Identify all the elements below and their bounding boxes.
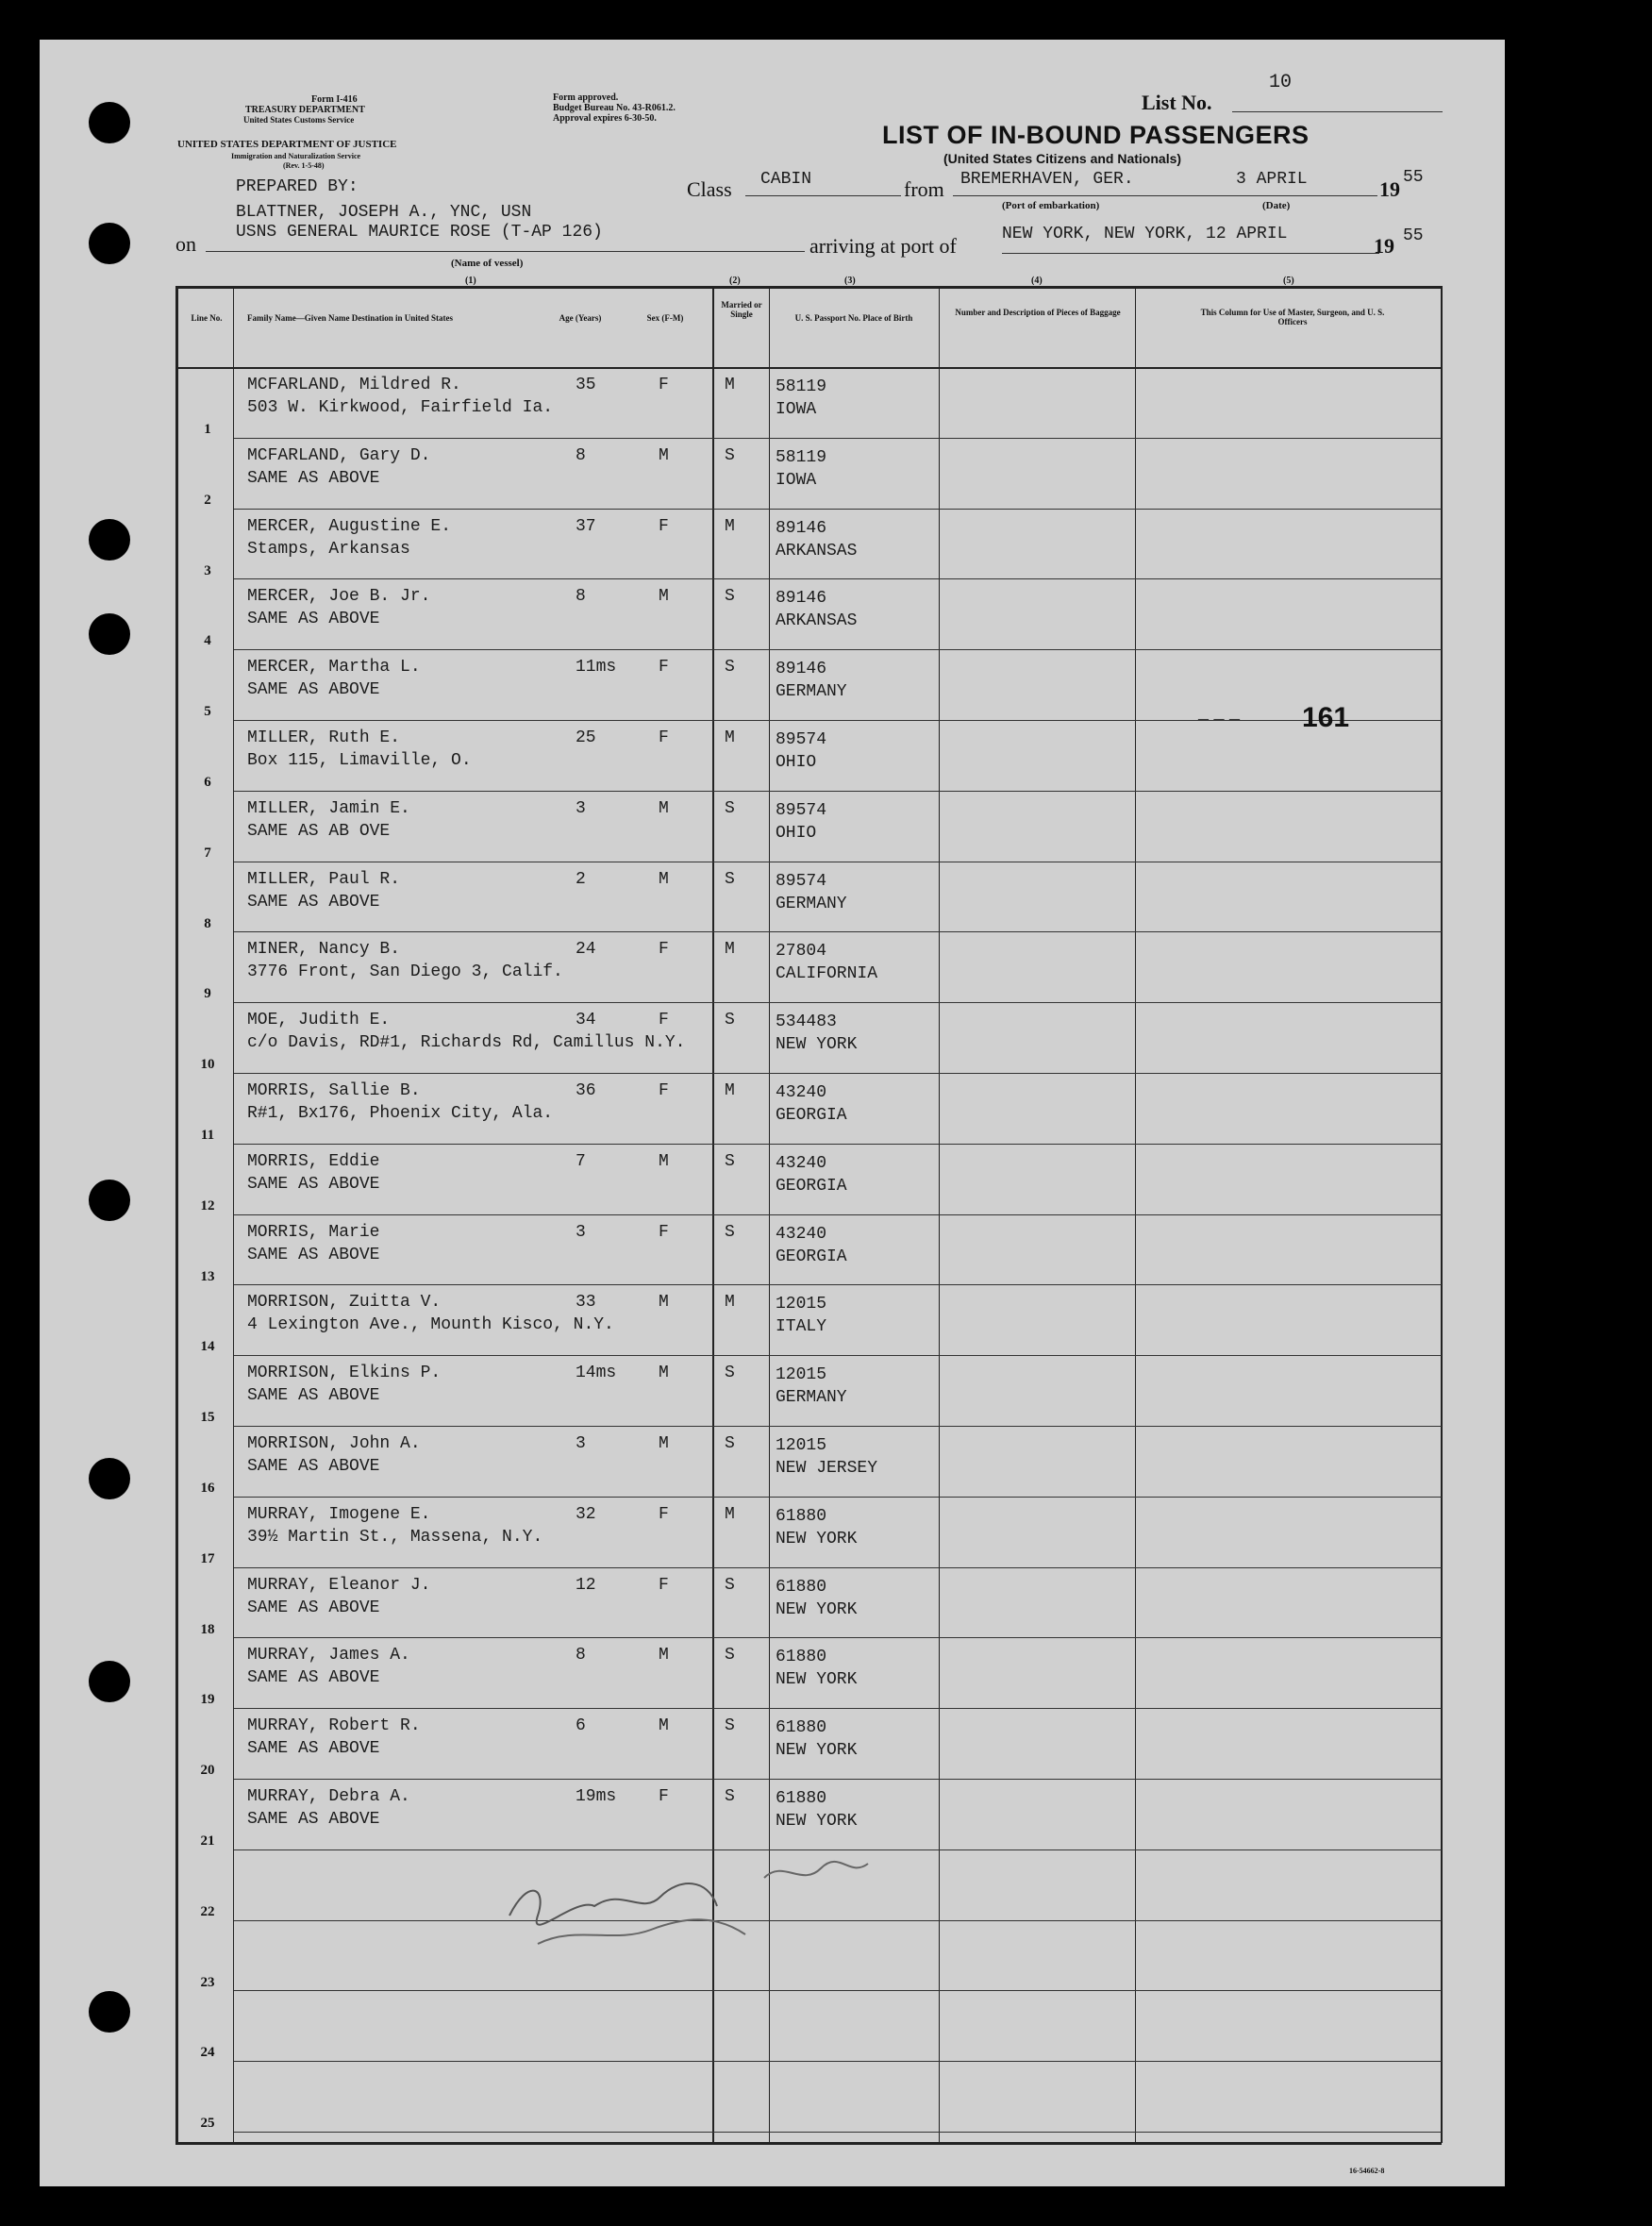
passport-number: 61880 bbox=[776, 1789, 827, 1808]
rev-date: (Rev. 1-5-48) bbox=[283, 161, 325, 170]
col-header-sex: Sex (F-M) bbox=[646, 313, 684, 323]
sex: F bbox=[659, 728, 669, 747]
date-caption: (Date) bbox=[1262, 200, 1291, 211]
marital-status: S bbox=[725, 1646, 735, 1665]
vessel-name: USNS GENERAL MAURICE ROSE (T-AP 126) bbox=[236, 223, 603, 242]
line-number: 24 bbox=[200, 2045, 215, 2061]
marital-status: M bbox=[725, 1293, 735, 1313]
marital-status: M bbox=[725, 728, 735, 747]
signature-image bbox=[500, 1849, 896, 1963]
destination: SAME AS ABOVE bbox=[247, 1810, 380, 1829]
place-of-birth: GERMANY bbox=[776, 894, 847, 913]
from-date: 3 APRIL bbox=[1236, 170, 1308, 189]
sex: F bbox=[659, 1504, 669, 1524]
passenger-name: MINER, Nancy B. bbox=[247, 940, 401, 960]
passenger-name: MERCER, Augustine E. bbox=[247, 516, 452, 536]
marital-status: S bbox=[725, 1434, 735, 1453]
form-title: LIST OF IN-BOUND PASSENGERS bbox=[882, 121, 1310, 149]
sex: M bbox=[659, 798, 669, 818]
place-of-birth: ITALY bbox=[776, 1317, 827, 1337]
place-of-birth: NEW YORK bbox=[776, 1035, 858, 1055]
line-number: 23 bbox=[200, 1974, 215, 1990]
passport-number: 43240 bbox=[776, 1153, 827, 1173]
passport-number: 534483 bbox=[776, 1013, 837, 1032]
sex: M bbox=[659, 869, 669, 889]
form-number: Form I-416 bbox=[311, 94, 358, 105]
destination: SAME AS ABOVE bbox=[247, 1739, 380, 1759]
line-number: 6 bbox=[204, 775, 211, 790]
place-of-birth: GEORGIA bbox=[776, 1106, 847, 1125]
sex: M bbox=[659, 1151, 669, 1171]
from-port: BREMERHAVEN, GER. bbox=[960, 170, 1134, 189]
destination: SAME AS ABOVE bbox=[247, 1245, 380, 1264]
passenger-name: MURRAY, Debra A. bbox=[247, 1787, 410, 1806]
line-number: 5 bbox=[204, 704, 211, 720]
arrival-port: NEW YORK, NEW YORK, 12 APRIL bbox=[1002, 225, 1288, 243]
sex: F bbox=[659, 658, 669, 678]
age: 8 bbox=[576, 445, 586, 465]
col-header-age: Age (Years) bbox=[559, 313, 602, 323]
destination: 3776 Front, San Diego 3, Calif. bbox=[247, 962, 563, 982]
marital-status: S bbox=[725, 1364, 735, 1383]
passport-number: 43240 bbox=[776, 1083, 827, 1102]
destination: R#1, Bx176, Phoenix City, Ala. bbox=[247, 1104, 554, 1123]
destination: SAME AS AB OVE bbox=[247, 821, 391, 841]
passenger-name: MORRISON, John A. bbox=[247, 1434, 421, 1453]
line-number: 4 bbox=[204, 633, 211, 649]
marital-status: S bbox=[725, 1151, 735, 1171]
passenger-name: MERCER, Joe B. Jr. bbox=[247, 587, 431, 607]
col-num-3: (3) bbox=[844, 276, 856, 286]
sex: F bbox=[659, 376, 669, 394]
age: 25 bbox=[576, 728, 596, 747]
passport-number: 58119 bbox=[776, 377, 827, 396]
destination: 503 W. Kirkwood, Fairfield Ia. bbox=[247, 398, 554, 417]
punch-hole bbox=[89, 1458, 130, 1499]
marital-status: M bbox=[725, 1081, 735, 1100]
passport-number: 58119 bbox=[776, 447, 827, 467]
passport-number: 89574 bbox=[776, 730, 827, 749]
age: 33 bbox=[576, 1293, 596, 1313]
destination: c/o Davis, RD#1, Richards Rd, Camillus N.Y. bbox=[247, 1033, 686, 1053]
age: 2 bbox=[576, 869, 586, 889]
place-of-birth: OHIO bbox=[776, 753, 817, 772]
form-subtitle: (United States Citizens and Nationals) bbox=[943, 151, 1182, 166]
on-label: on bbox=[175, 232, 196, 256]
punch-hole bbox=[89, 519, 130, 561]
passport-number: 61880 bbox=[776, 1718, 827, 1738]
destination: SAME AS ABOVE bbox=[247, 1668, 380, 1688]
passenger-name: MOE, Judith E. bbox=[247, 1011, 391, 1030]
class-label: Class bbox=[687, 177, 732, 201]
sex: F bbox=[659, 1222, 669, 1242]
form-approved: Form approved. bbox=[553, 92, 619, 103]
destination: SAME AS ABOVE bbox=[247, 1174, 380, 1194]
passenger-name: MURRAY, James A. bbox=[247, 1646, 410, 1665]
punch-hole bbox=[89, 223, 130, 264]
punch-hole bbox=[89, 613, 130, 655]
year-suffix-1: 55 bbox=[1403, 168, 1424, 187]
line-number: 19 bbox=[200, 1692, 215, 1708]
destination: SAME AS ABOVE bbox=[247, 680, 380, 700]
passenger-name: MORRISON, Elkins P. bbox=[247, 1364, 442, 1383]
passenger-name: MORRIS, Eddie bbox=[247, 1151, 380, 1171]
punch-hole bbox=[89, 1991, 130, 2033]
line-number: 11 bbox=[200, 1128, 215, 1143]
marital-status: S bbox=[725, 1222, 735, 1242]
passenger-name: MCFARLAND, Mildred R. bbox=[247, 376, 461, 394]
place-of-birth: GERMANY bbox=[776, 1388, 847, 1408]
age: 32 bbox=[576, 1504, 596, 1524]
passenger-name: MURRAY, Robert R. bbox=[247, 1716, 421, 1736]
marital-status: S bbox=[725, 587, 735, 607]
passenger-name: MORRIS, Sallie B. bbox=[247, 1081, 421, 1100]
passenger-name: MILLER, Ruth E. bbox=[247, 728, 401, 747]
passenger-name: MORRISON, Zuitta V. bbox=[247, 1293, 442, 1313]
ins-service: Immigration and Naturalization Service bbox=[231, 152, 361, 160]
passport-number: 12015 bbox=[776, 1295, 827, 1314]
col-header-married: Married or Single bbox=[721, 300, 762, 319]
destination: Box 115, Limaville, O. bbox=[247, 751, 472, 770]
destination: SAME AS ABOVE bbox=[247, 1457, 380, 1476]
age: 36 bbox=[576, 1081, 596, 1100]
sex: M bbox=[659, 1646, 669, 1665]
marital-status: S bbox=[725, 445, 735, 465]
age: 34 bbox=[576, 1011, 596, 1030]
arriving-label: arriving at port of bbox=[809, 234, 957, 258]
passenger-name: MCFARLAND, Gary D. bbox=[247, 445, 431, 465]
sex: F bbox=[659, 940, 669, 960]
passport-number: 61880 bbox=[776, 1648, 827, 1667]
passenger-name: MURRAY, Imogene E. bbox=[247, 1504, 431, 1524]
place-of-birth: NEW YORK bbox=[776, 1529, 858, 1548]
col-num-5: (5) bbox=[1283, 276, 1294, 286]
year-prefix-1: 19 bbox=[1379, 177, 1400, 201]
passport-number: 89146 bbox=[776, 660, 827, 679]
passport-number: 89574 bbox=[776, 871, 827, 891]
passport-number: 61880 bbox=[776, 1577, 827, 1597]
marital-status: S bbox=[725, 1787, 735, 1806]
age: 14ms bbox=[576, 1364, 617, 1383]
line-number: 2 bbox=[204, 492, 211, 508]
prepared-by-value: BLATTNER, JOSEPH A., YNC, USN bbox=[236, 203, 532, 222]
passport-number: 61880 bbox=[776, 1506, 827, 1526]
destination: 4 Lexington Ave., Mounth Kisco, N.Y. bbox=[247, 1315, 614, 1335]
marital-status: M bbox=[725, 1504, 735, 1524]
place-of-birth: GERMANY bbox=[776, 682, 847, 702]
vessel-caption: (Name of vessel) bbox=[451, 258, 524, 269]
passport-number: 12015 bbox=[776, 1436, 827, 1455]
customs-service: United States Customs Service bbox=[243, 115, 355, 125]
line-number: 13 bbox=[200, 1268, 215, 1284]
age: 12 bbox=[576, 1575, 596, 1595]
marital-status: S bbox=[725, 798, 735, 818]
age: 3 bbox=[576, 1434, 586, 1453]
line-number: 9 bbox=[204, 986, 211, 1002]
place-of-birth: GEORGIA bbox=[776, 1176, 847, 1196]
passenger-name: MURRAY, Eleanor J. bbox=[247, 1575, 431, 1595]
passport-number: 43240 bbox=[776, 1224, 827, 1244]
passenger-name: MILLER, Jamin E. bbox=[247, 798, 410, 818]
line-number: 10 bbox=[200, 1057, 215, 1073]
place-of-birth: NEW JERSEY bbox=[776, 1459, 878, 1478]
destination: 39½ Martin St., Massena, N.Y. bbox=[247, 1527, 543, 1547]
age: 37 bbox=[576, 516, 596, 536]
sex: M bbox=[659, 1293, 669, 1313]
destination: SAME AS ABOVE bbox=[247, 468, 380, 488]
line-number: 16 bbox=[200, 1481, 215, 1496]
passport-number: 89574 bbox=[776, 800, 827, 820]
sex: M bbox=[659, 1716, 669, 1736]
age: 6 bbox=[576, 1716, 586, 1736]
annotation-number: 161 bbox=[1302, 702, 1350, 733]
age: 24 bbox=[576, 940, 596, 960]
col-header-passport: U. S. Passport No. Place of Birth bbox=[794, 313, 913, 323]
punch-hole bbox=[89, 102, 130, 143]
age: 35 bbox=[576, 376, 596, 394]
destination: SAME AS ABOVE bbox=[247, 610, 380, 629]
passport-number: 12015 bbox=[776, 1365, 827, 1385]
sex: M bbox=[659, 587, 669, 607]
place-of-birth: NEW YORK bbox=[776, 1599, 858, 1619]
punch-hole bbox=[89, 1180, 130, 1221]
age: 8 bbox=[576, 1646, 586, 1665]
col-header-officers: This Column for Use of Master, Surgeon, and U. S. Officers bbox=[1200, 308, 1385, 326]
col-num-2: (2) bbox=[729, 276, 741, 286]
sex: M bbox=[659, 1364, 669, 1383]
treasury-dept: TREASURY DEPARTMENT bbox=[245, 105, 365, 115]
year-suffix-2: 55 bbox=[1403, 226, 1424, 245]
line-number: 20 bbox=[200, 1763, 215, 1779]
justice-dept: UNITED STATES DEPARTMENT OF JUSTICE bbox=[177, 139, 397, 150]
place-of-birth: OHIO bbox=[776, 823, 817, 843]
place-of-birth: IOWA bbox=[776, 400, 817, 419]
age: 8 bbox=[576, 587, 586, 607]
age: 11ms bbox=[576, 658, 617, 678]
line-number: 21 bbox=[200, 1833, 215, 1849]
line-number: 7 bbox=[204, 845, 211, 861]
sex: M bbox=[659, 1434, 669, 1453]
passenger-name: MILLER, Paul R. bbox=[247, 869, 401, 889]
place-of-birth: ARKANSAS bbox=[776, 541, 858, 561]
destination: SAME AS ABOVE bbox=[247, 1386, 380, 1406]
col-num-4: (4) bbox=[1031, 276, 1043, 286]
place-of-birth: ARKANSAS bbox=[776, 611, 858, 631]
marital-status: S bbox=[725, 1011, 735, 1030]
sex: F bbox=[659, 1081, 669, 1100]
age: 19ms bbox=[576, 1787, 617, 1806]
place-of-birth: NEW YORK bbox=[776, 1741, 858, 1761]
age: 3 bbox=[576, 1222, 586, 1242]
sex: F bbox=[659, 1787, 669, 1806]
list-no-value: 10 bbox=[1269, 72, 1293, 93]
passport-number: 89146 bbox=[776, 589, 827, 609]
destination: Stamps, Arkansas bbox=[247, 539, 410, 559]
prepared-by-label: PREPARED BY: bbox=[236, 177, 359, 196]
place-of-birth: IOWA bbox=[776, 470, 817, 490]
destination: SAME AS ABOVE bbox=[247, 892, 380, 912]
place-of-birth: NEW YORK bbox=[776, 1812, 858, 1831]
footer-code: 16-54662-8 bbox=[1349, 2167, 1385, 2175]
marital-status: S bbox=[725, 1575, 735, 1595]
line-number: 22 bbox=[200, 1903, 215, 1919]
class-value: CABIN bbox=[760, 170, 812, 189]
marital-status: S bbox=[725, 1716, 735, 1736]
destination: SAME AS ABOVE bbox=[247, 1598, 380, 1617]
place-of-birth: GEORGIA bbox=[776, 1247, 847, 1266]
age: 7 bbox=[576, 1151, 586, 1171]
year-prefix-2: 19 bbox=[1374, 234, 1394, 258]
line-number: 1 bbox=[204, 422, 211, 437]
line-number: 3 bbox=[204, 562, 211, 578]
line-number: 17 bbox=[200, 1550, 215, 1566]
col-num-1: (1) bbox=[465, 276, 476, 286]
port-embarkation-caption: (Port of embarkation) bbox=[1002, 200, 1100, 211]
list-no-label: List No. bbox=[1142, 91, 1212, 114]
sex: F bbox=[659, 1575, 669, 1595]
line-number: 14 bbox=[200, 1339, 215, 1355]
col-header-name: Family Name—Given Name Destination in United States bbox=[247, 313, 453, 323]
line-number: 18 bbox=[200, 1621, 215, 1637]
place-of-birth: CALIFORNIA bbox=[776, 964, 878, 984]
marital-status: M bbox=[725, 940, 735, 960]
line-number: 12 bbox=[200, 1197, 215, 1213]
budget-bureau: Budget Bureau No. 43-R061.2. bbox=[553, 103, 676, 113]
passport-number: 27804 bbox=[776, 942, 827, 962]
marital-status: M bbox=[725, 516, 735, 536]
marital-status: S bbox=[725, 658, 735, 678]
passenger-name: MERCER, Martha L. bbox=[247, 658, 421, 678]
sex: M bbox=[659, 445, 669, 465]
marital-status: M bbox=[725, 376, 735, 394]
sex: F bbox=[659, 1011, 669, 1030]
col-header-baggage: Number and Description of Pieces of Baggage bbox=[955, 308, 1121, 317]
line-number: 15 bbox=[200, 1410, 215, 1426]
passport-number: 89146 bbox=[776, 518, 827, 538]
sex: F bbox=[659, 516, 669, 536]
line-number: 8 bbox=[204, 915, 211, 931]
punch-hole bbox=[89, 1661, 130, 1702]
from-label: from bbox=[904, 177, 944, 201]
approval-expires: Approval expires 6-30-50. bbox=[553, 113, 657, 124]
age: 3 bbox=[576, 798, 586, 818]
line-number: 25 bbox=[200, 2116, 215, 2132]
col-header-line-no: Line No. bbox=[191, 313, 223, 323]
marital-status: S bbox=[725, 869, 735, 889]
place-of-birth: NEW YORK bbox=[776, 1670, 858, 1690]
passenger-name: MORRIS, Marie bbox=[247, 1222, 380, 1242]
